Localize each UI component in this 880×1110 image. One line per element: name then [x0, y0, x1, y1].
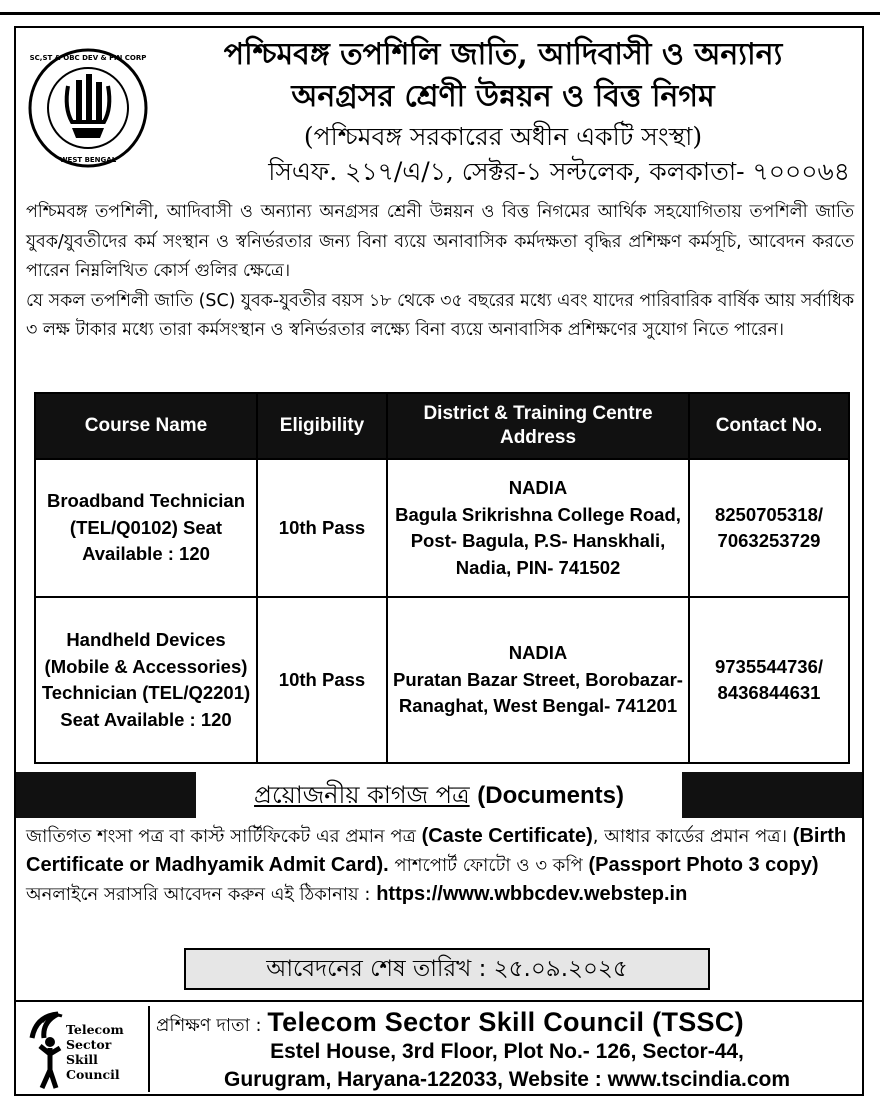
table-row: [35, 459, 849, 597]
organization-subtitle: (পশ্চিমবঙ্গ সরকারের অধীন একটি সংস্থা): [303, 122, 703, 151]
tssc-logo-text: [66, 1022, 124, 1082]
address-cell: [387, 597, 689, 763]
footer: [16, 1000, 862, 1098]
aadhaar-bn: , আধার কার্ডের প্রমান পত্র।: [592, 826, 788, 847]
table-row: [35, 597, 849, 763]
passport-photo-bn: পাশপোর্ট ফোটো ও ৩ কপি: [394, 855, 583, 876]
documents-heading: [196, 772, 682, 818]
address-cell: [387, 459, 689, 597]
logo-text-line: Sector: [66, 1037, 112, 1052]
header-course-name: Course Name: [35, 393, 257, 459]
provider-label: প্রশিক্ষণ দাতা :: [156, 1015, 262, 1036]
course-name-cell: Broadband Technician (TEL/Q0102) Seat Available : 120: [35, 459, 257, 597]
intro-text: [26, 198, 854, 346]
header-contact: Contact No.: [689, 393, 849, 459]
documents-text: [26, 822, 854, 909]
centre-address: Bagula Srikrishna College Road, Post- Bagula, P.S- Hanskhali, Nadia, PIN- 741502: [395, 503, 681, 578]
organization-address: সিএফ. ২১৭/এ/১, সেক্টর-১ সল্টলেক, কলকাতা- ৭০০০৬৪: [268, 157, 850, 186]
caste-cert-bn: জাতিগত শংসা পত্র বা কাস্ট সার্টিফিকেট এর প্রমান পত্র: [26, 826, 416, 847]
intro-paragraph-2: যে সকল তপশিলী জাতি (SC) যুবক-যুবতীর বয়স ১৮ থেকে ৩৫ বছরের মধ্যে এবং যাদের পারিবারিক বার্ষিক আয় সর্বাধিক ৩ লক্ষ টাকার মধ্যে তারা কর্মসংস্থান ও স্বনির্ভরতার লক্ষ্যে বিনা ব্যয়ে অনাবাসিক প্রশিক্ষণের সুযোগ নিতে পারেন।: [26, 290, 854, 340]
passport-photo-en: (Passport Photo 3 copy): [588, 854, 819, 876]
organization-title-line2: অনগ্রসর শ্রেণী উন্নয়ন ও বিত্ত নিগম: [291, 79, 715, 114]
svg-text:WEST BENGAL: WEST BENGAL: [59, 156, 117, 164]
header-eligibility: Eligibility: [257, 393, 387, 459]
documents-list: [26, 822, 854, 880]
intro-paragraph-1: পশ্চিমবঙ্গ তপশিলী, আদিবাসী ও অন্যান্য অনগ্রসর শ্রেনী উন্নয়ন ও বিত্ত নিগমের আর্থিক সহযোগিতায় তপশিলী জাতি যুবক/যুবতীদের কর্ম সংস্থান ও স্বনির্ভরতার জন্য বিনা ব্যয়ে অনাবাসিক কর্মদক্ষতা বৃদ্ধির প্রশিক্ষণ কর্মসূচি, আবেদন করতে পারেন নিম্নলিখিত কোর্স গুলির ক্ষেত্রে।: [26, 202, 854, 281]
online-apply-label: অনলাইনে সরাসরি আবেদন করুন এই ঠিকানায় :: [26, 884, 371, 905]
documents-heading-bar: [16, 772, 862, 818]
header: [16, 28, 862, 190]
documents-heading-bn: প্রয়োজনীয় কাগজ পত্র: [254, 781, 470, 809]
eligibility-cell: 10th Pass: [257, 597, 387, 763]
centre-address: Puratan Bazar Street, Borobazar-Ranaghat, West Bengal- 741201: [393, 668, 683, 717]
online-apply-link[interactable]: https://www.wbbcdev.webstep.in: [376, 883, 688, 905]
provider-address-line2: Gurugram, Haryana-122033, Website : www.tscindia.com: [223, 1068, 791, 1091]
documents-heading-en: (Documents): [477, 782, 624, 809]
caste-cert-en: (Caste Certificate): [421, 825, 593, 847]
corporation-seal-logo: [26, 46, 150, 170]
svg-text:SC,ST & OBC DEV & FIN CORP: SC,ST & OBC DEV & FIN CORP: [29, 54, 147, 62]
eligibility-cell: 10th Pass: [257, 459, 387, 597]
provider-name: Telecom Sector Skill Council (TSSC): [267, 1007, 744, 1037]
logo-text-line: Skill: [66, 1052, 98, 1067]
course-table: [34, 392, 850, 764]
district-name: NADIA: [508, 477, 568, 498]
course-name-cell: Handheld Devices (Mobile & Accessories) Technician (TEL/Q2201) Seat Available : 120: [35, 597, 257, 763]
logo-text-line: Telecom: [66, 1022, 124, 1037]
advertisement-frame: [14, 26, 864, 1096]
birth-cert-en: (Birth Certificate or Madhyamik Admit Card).: [26, 825, 847, 876]
organization-title-line1: পশ্চিমবঙ্গ তপশিলি জাতি, আদিবাসী ও অন্যান্য: [223, 37, 783, 72]
footer-divider: [148, 1006, 150, 1092]
district-name: NADIA: [508, 642, 568, 664]
top-border: [0, 0, 880, 15]
deadline-box: আবেদনের শেষ তারিখ : ২৫.০৯.২০২৫: [184, 948, 710, 990]
contact-cell: 8250705318/ 7063253729: [689, 459, 849, 597]
online-apply-line: [26, 880, 854, 909]
contact-cell: 9735544736/ 8436844631: [689, 597, 849, 763]
header-address: District & Training Centre Address: [387, 393, 689, 459]
logo-text-line: Council: [66, 1067, 120, 1082]
provider-address-line1: Estel House, 3rd Floor, Plot No.- 126, Sector-44,: [270, 1040, 744, 1063]
table-header-row: [35, 393, 849, 459]
